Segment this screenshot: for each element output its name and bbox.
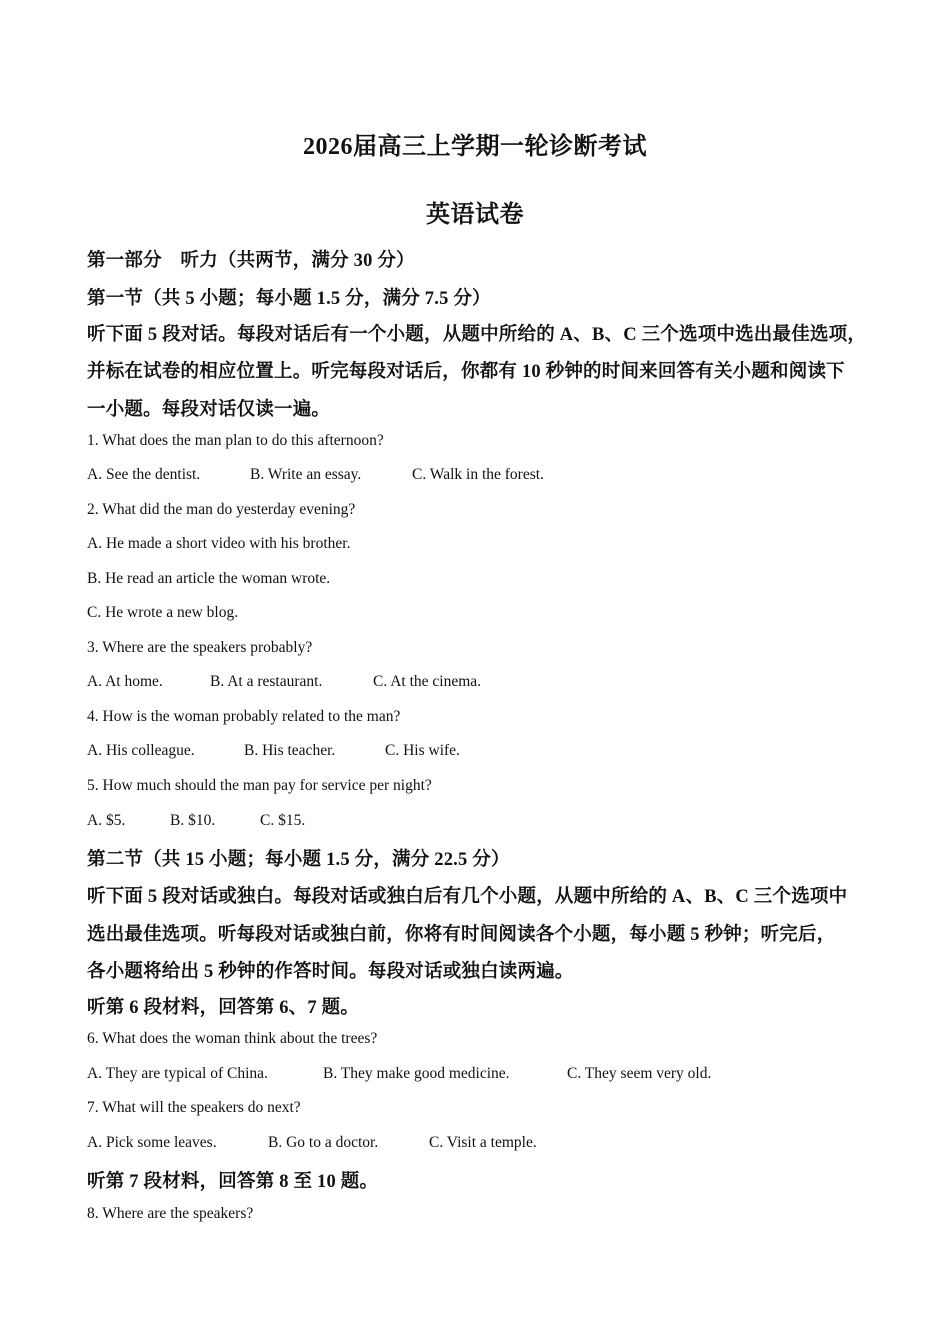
option-b: B. He read an article the woman wrote. bbox=[87, 570, 331, 587]
question-3-options bbox=[87, 673, 481, 691]
question-5-options bbox=[87, 812, 305, 830]
option-a: A. They are typical of China. bbox=[87, 1065, 268, 1082]
question-7: 7. What will the speakers do next? bbox=[87, 1099, 301, 1116]
option-b: B. At a restaurant. bbox=[210, 673, 323, 690]
option-c: C. Walk in the forest. bbox=[412, 466, 544, 483]
option-a: A. His colleague. bbox=[87, 742, 195, 759]
option-a: A. He made a short video with his brother. bbox=[87, 535, 351, 552]
question-5: 5. How much should the man pay for service per night? bbox=[87, 777, 432, 794]
section1-instruction-line: 听下面 5 段对话。每段对话后有一个小题，从题中所给的 A、B、C 三个选项中选出最佳选项， bbox=[87, 325, 867, 345]
option-a: A. $5. bbox=[87, 812, 126, 829]
material-6-heading: 听第 6 段材料，回答第 6、7 题。 bbox=[87, 998, 360, 1018]
section1-instruction-line: 一小题。每段对话仅读一遍。 bbox=[87, 400, 331, 420]
question-4-options bbox=[87, 742, 460, 760]
part1-heading: 第一部分 听力（共两节，满分 30 分） bbox=[87, 251, 415, 271]
section2-instruction-line: 选出最佳选项。听每段对话或独白前，你将有时间阅读各个小题，每小题 5 秒钟；听完后， bbox=[87, 925, 836, 945]
material-7-heading: 听第 7 段材料，回答第 8 至 10 题。 bbox=[87, 1172, 379, 1192]
option-c: C. He wrote a new blog. bbox=[87, 604, 239, 621]
section2-instruction-line: 各小题将给出 5 秒钟的作答时间。每段对话或独白读两遍。 bbox=[87, 962, 574, 982]
question-7-options bbox=[87, 1134, 537, 1152]
exam-title: 2026届高三上学期一轮诊断考试 bbox=[303, 134, 647, 160]
section1-instruction-line: 并标在试卷的相应位置上。听完每段对话后，你都有 10 秒钟的时间来回答有关小题和阅读下 bbox=[87, 362, 845, 382]
option-a: A. Pick some leaves. bbox=[87, 1134, 217, 1151]
option-a: A. At home. bbox=[87, 673, 163, 690]
option-b: B. His teacher. bbox=[244, 742, 336, 759]
option-c: C. $15. bbox=[260, 812, 306, 829]
section2-instruction-line: 听下面 5 段对话或独白。每段对话或独白后有几个小题，从题中所给的 A、B、C 三个选项中 bbox=[87, 887, 848, 907]
option-c: C. Visit a temple. bbox=[429, 1134, 537, 1151]
option-b: B. Write an essay. bbox=[250, 466, 362, 483]
question-1: 1. What does the man plan to do this afternoon? bbox=[87, 432, 384, 449]
question-4: 4. How is the woman probably related to the man? bbox=[87, 708, 401, 725]
question-3: 3. Where are the speakers probably? bbox=[87, 639, 313, 656]
option-b: B. $10. bbox=[170, 812, 216, 829]
option-a: A. See the dentist. bbox=[87, 466, 201, 483]
question-6-options bbox=[87, 1065, 711, 1083]
exam-subtitle: 英语试卷 bbox=[426, 202, 524, 228]
question-1-options bbox=[87, 466, 544, 484]
option-c: C. His wife. bbox=[385, 742, 460, 759]
section1-heading: 第一节（共 5 小题；每小题 1.5 分，满分 7.5 分） bbox=[87, 289, 491, 309]
option-c: C. At the cinema. bbox=[373, 673, 482, 690]
option-b: B. Go to a doctor. bbox=[268, 1134, 379, 1151]
section2-heading: 第二节（共 15 小题；每小题 1.5 分，满分 22.5 分） bbox=[87, 850, 510, 870]
question-6: 6. What does the woman think about the trees? bbox=[87, 1030, 378, 1047]
question-2: 2. What did the man do yesterday evening? bbox=[87, 501, 356, 518]
question-8: 8. Where are the speakers? bbox=[87, 1205, 254, 1222]
option-c: C. They seem very old. bbox=[567, 1065, 712, 1082]
option-b: B. They make good medicine. bbox=[323, 1065, 510, 1082]
